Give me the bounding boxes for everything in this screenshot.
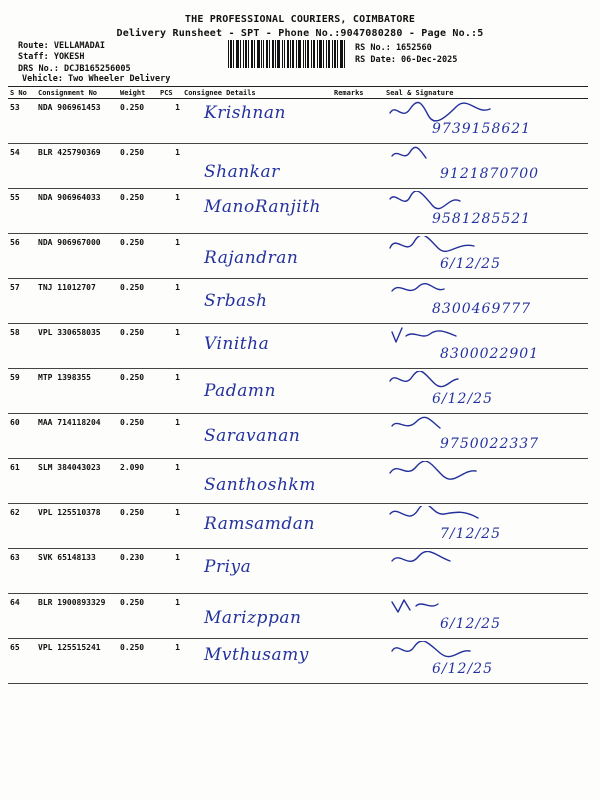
cell-signature	[384, 459, 588, 504]
cell-consignment: NDA 906964033	[36, 189, 118, 234]
cell-sno: 64	[8, 594, 36, 639]
cell-weight: 0.250	[118, 414, 158, 459]
table-row	[8, 189, 588, 234]
cell-consignment: NDA 906967000	[36, 234, 118, 279]
col-weight: Weight	[118, 87, 158, 99]
cell-signature	[384, 324, 588, 369]
cell-weight: 0.250	[118, 369, 158, 414]
handwritten-signature-note: 9739158621	[432, 121, 532, 137]
cell-remarks	[332, 234, 384, 279]
cell-consignment: MAA 714118204	[36, 414, 118, 459]
cell-sno: 65	[8, 639, 36, 684]
handwritten-signature-note: 6/12/25	[440, 256, 501, 272]
cell-weight: 0.250	[118, 504, 158, 549]
handwritten-consignee-name: Santhoshkm	[204, 475, 316, 495]
cell-weight: 0.250	[118, 279, 158, 324]
company-title: THE PROFESSIONAL COURIERS, COIMBATORE	[184, 14, 416, 25]
cell-pcs: 1	[158, 459, 182, 504]
drs-number: DRS No.: DCJB165256005	[18, 64, 131, 74]
table-row	[8, 279, 588, 324]
cell-consignee	[182, 459, 332, 504]
cell-consignee	[182, 504, 332, 549]
cell-weight: 0.230	[118, 549, 158, 594]
col-pcs: PCS	[158, 87, 182, 99]
cell-weight: 2.090	[118, 459, 158, 504]
cell-consignee	[182, 549, 332, 594]
cell-signature	[384, 549, 588, 594]
rs-date: RS Date: 06-Dec-2025	[355, 55, 458, 65]
cell-consignee	[182, 639, 332, 684]
handwritten-consignee-name: Mvthusamy	[204, 645, 309, 665]
table-row	[8, 639, 588, 684]
cell-sno: 55	[8, 189, 36, 234]
cell-signature	[384, 504, 588, 549]
cell-pcs: 1	[158, 234, 182, 279]
barcode-image	[228, 40, 346, 68]
cell-remarks	[332, 639, 384, 684]
cell-remarks	[332, 549, 384, 594]
table-row	[8, 594, 588, 639]
cell-consignee	[182, 279, 332, 324]
cell-pcs: 1	[158, 189, 182, 234]
col-consignment: Consignment No	[36, 87, 118, 99]
cell-weight: 0.250	[118, 639, 158, 684]
table-header-row	[8, 87, 588, 99]
cell-weight: 0.250	[118, 144, 158, 189]
table-row	[8, 234, 588, 279]
cell-sno: 60	[8, 414, 36, 459]
cell-signature	[384, 369, 588, 414]
cell-consignee	[182, 189, 332, 234]
cell-sno: 61	[8, 459, 36, 504]
col-sno: S No	[8, 87, 36, 99]
cell-signature	[384, 279, 588, 324]
table-row	[8, 369, 588, 414]
route-label: Route: VELLAMADAI	[18, 41, 105, 51]
cell-pcs: 1	[158, 279, 182, 324]
cell-remarks	[332, 279, 384, 324]
table-row	[8, 324, 588, 369]
cell-signature	[384, 99, 588, 144]
cell-remarks	[332, 189, 384, 234]
cell-signature	[384, 594, 588, 639]
handwritten-consignee-name: Srbash	[204, 291, 268, 311]
cell-pcs: 1	[158, 144, 182, 189]
col-consignee: Consignee Details	[182, 87, 332, 99]
handwritten-consignee-name: Shankar	[204, 162, 280, 182]
cell-weight: 0.250	[118, 324, 158, 369]
handwritten-signature-note: 7/12/25	[440, 526, 501, 542]
cell-remarks	[332, 459, 384, 504]
signature-scribble	[386, 461, 506, 485]
cell-signature	[384, 414, 588, 459]
handwritten-consignee-name: ManoRanjith	[204, 197, 321, 217]
cell-sno: 54	[8, 144, 36, 189]
signature-scribble	[386, 551, 506, 575]
table-row	[8, 99, 588, 144]
handwritten-signature-note: 6/12/25	[440, 616, 501, 632]
cell-weight: 0.250	[118, 234, 158, 279]
handwritten-signature-note: 6/12/25	[432, 391, 493, 407]
staff-label: Staff: YOKESH	[18, 52, 85, 62]
vehicle-label: Vehicle: Two Wheeler Delivery	[22, 74, 171, 84]
cell-signature	[384, 639, 588, 684]
cell-consignee	[182, 234, 332, 279]
handwritten-signature-note: 8300469777	[432, 301, 532, 317]
cell-signature	[384, 189, 588, 234]
cell-sno: 63	[8, 549, 36, 594]
cell-pcs: 1	[158, 324, 182, 369]
cell-consignment: BLR 425790369	[36, 144, 118, 189]
handwritten-consignee-name: Padamn	[204, 381, 276, 401]
cell-consignment: VPL 125515241	[36, 639, 118, 684]
cell-remarks	[332, 324, 384, 369]
cell-consignment: VPL 125510378	[36, 504, 118, 549]
cell-consignee	[182, 99, 332, 144]
handwritten-consignee-name: Krishnan	[204, 103, 286, 123]
cell-pcs: 1	[158, 99, 182, 144]
handwritten-signature-note: 9750022337	[440, 436, 540, 452]
table-row	[8, 144, 588, 189]
cell-sno: 57	[8, 279, 36, 324]
cell-sno: 62	[8, 504, 36, 549]
cell-consignment: BLR 1900893329	[36, 594, 118, 639]
cell-signature	[384, 144, 588, 189]
cell-pcs: 1	[158, 414, 182, 459]
handwritten-signature-note: 9121870700	[440, 166, 540, 182]
cell-remarks	[332, 594, 384, 639]
runsheet-table	[8, 86, 588, 684]
cell-remarks	[332, 99, 384, 144]
cell-pcs: 1	[158, 504, 182, 549]
cell-weight: 0.250	[118, 594, 158, 639]
cell-consignment: SVK 65148133	[36, 549, 118, 594]
handwritten-consignee-name: Marizppan	[204, 608, 302, 628]
handwritten-signature-note: 8300022901	[440, 346, 540, 362]
rs-number: RS No.: 1652560	[355, 43, 432, 53]
cell-pcs: 1	[158, 369, 182, 414]
cell-weight: 0.250	[118, 189, 158, 234]
handwritten-consignee-name: Rajandran	[204, 248, 299, 268]
table-row	[8, 504, 588, 549]
cell-signature	[384, 234, 588, 279]
table-row	[8, 459, 588, 504]
cell-sno: 59	[8, 369, 36, 414]
cell-sno: 56	[8, 234, 36, 279]
cell-pcs: 1	[158, 549, 182, 594]
cell-weight: 0.250	[118, 99, 158, 144]
cell-consignment: SLM 384043023	[36, 459, 118, 504]
handwritten-consignee-name: Priya	[204, 557, 252, 577]
cell-pcs: 1	[158, 639, 182, 684]
cell-consignee	[182, 414, 332, 459]
cell-pcs: 1	[158, 594, 182, 639]
cell-consignment: TNJ 11012707	[36, 279, 118, 324]
cell-remarks	[332, 414, 384, 459]
cell-remarks	[332, 504, 384, 549]
cell-remarks	[332, 144, 384, 189]
cell-sno: 58	[8, 324, 36, 369]
cell-consignment: VPL 330658035	[36, 324, 118, 369]
handwritten-consignee-name: Ramsamdan	[204, 514, 315, 534]
cell-consignment: NDA 906961453	[36, 99, 118, 144]
col-remarks: Remarks	[332, 87, 384, 99]
handwritten-signature-note: 9581285521	[432, 211, 532, 227]
cell-consignment: MTP 1398355	[36, 369, 118, 414]
table-row	[8, 414, 588, 459]
handwritten-consignee-name: Saravanan	[204, 426, 301, 446]
col-signature: Seal & Signature	[384, 87, 588, 99]
cell-consignee	[182, 594, 332, 639]
cell-consignee	[182, 144, 332, 189]
runsheet-subtitle: Delivery Runsheet - SPT - Phone No.:9047080280 - Page No.:5	[116, 28, 484, 39]
handwritten-consignee-name: Vinitha	[204, 334, 270, 354]
cell-consignee	[182, 324, 332, 369]
cell-remarks	[332, 369, 384, 414]
handwritten-signature-note: 6/12/25	[432, 661, 493, 677]
cell-sno: 53	[8, 99, 36, 144]
table-row	[8, 549, 588, 594]
cell-consignee	[182, 369, 332, 414]
